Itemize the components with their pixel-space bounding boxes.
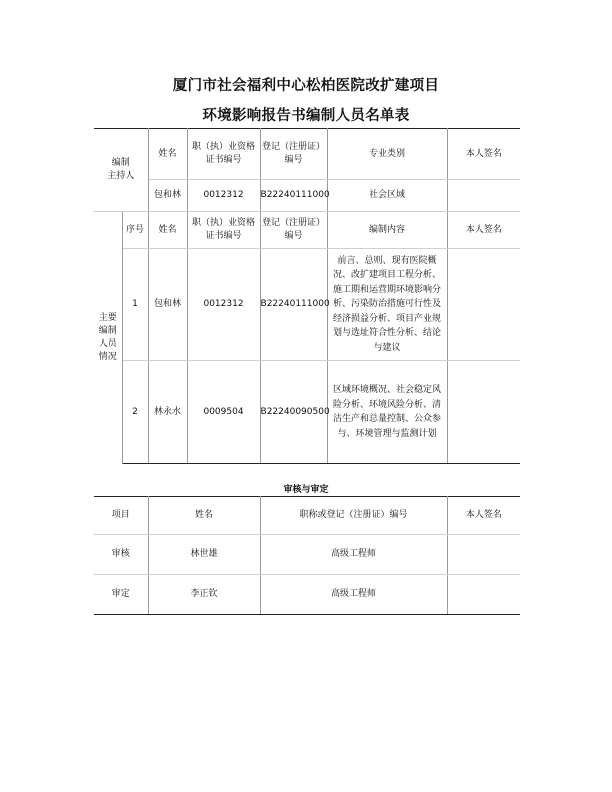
staff-section-label: 主要 编制 人员 情况 [94,212,122,464]
host-reg: B22240111000 [260,180,327,212]
table-row-content: 前言、总则、现有医院概况、改扩建项目工程分析、施工期和运营期环境影响分析、污染防治措施可行性及经济损益分析、项目产业规划与选址符合性分析、结论与建议 [327,249,447,361]
host-specialty: 社会区域 [327,180,447,212]
header-specialty: 专业类别 [327,129,447,180]
header-cert: 职（执）业资格 证书编号 [187,212,260,249]
host-name: 包和林 [148,180,187,212]
document-subtitle: 环境影响报告书编制人员名单表 [202,108,410,124]
header-cert: 职（执）业资格 证书编号 [187,129,260,180]
table-row-signature [447,575,520,615]
header-no: 序号 [122,212,148,249]
document-title: 厦门市社会福利中心松柏医院改扩建项目 [172,78,440,94]
table-row-item: 审定 [94,575,148,615]
table-row-content: 区域环境概况、社会稳定风险分析、环境风险分析、清洁生产和总量控制、公众参与、环境管理与监测计划 [327,361,447,464]
table-row-signature [447,535,520,575]
table-row-item: 审核 [94,535,148,575]
review-section-title: 审核与审定 [283,485,329,495]
table-row-name: 包和林 [148,249,187,361]
table-row-cert: 0009504 [187,361,260,464]
table-row-name: 林永水 [148,361,187,464]
table-row-name: 李正钦 [148,575,260,615]
table-row-cert: 0012312 [187,249,260,361]
table-row-reg: B22240090500 [260,361,327,464]
table-row-signature [447,249,520,361]
header-item: 项目 [94,497,148,535]
header-signature: 本人签名 [447,129,520,180]
staff-table [94,128,520,464]
header-reg: 登记（注册证） 编号 [260,212,327,249]
table-row-reg: B22240111000 [260,249,327,361]
header-name: 姓名 [148,212,187,249]
host-signature [447,180,520,212]
header-signature: 本人签名 [447,212,520,249]
header-reg: 登记（注册证） 编号 [260,129,327,180]
review-table [94,496,520,615]
table-row-signature [447,361,520,464]
table-row-title-reg: 高级工程师 [260,535,447,575]
table-row-no: 1 [122,249,148,361]
host-cert: 0012312 [187,180,260,212]
header-name: 姓名 [148,129,187,180]
header-signature: 本人签名 [447,497,520,535]
table-row-title-reg: 高级工程师 [260,575,447,615]
header-content: 编制内容 [327,212,447,249]
table-row-no: 2 [122,361,148,464]
header-name: 姓名 [148,497,260,535]
table-row-name: 林世雄 [148,535,260,575]
header-title-reg: 职称或登记（注册证）编号 [260,497,447,535]
host-section-label: 编制 主持人 [94,129,148,212]
